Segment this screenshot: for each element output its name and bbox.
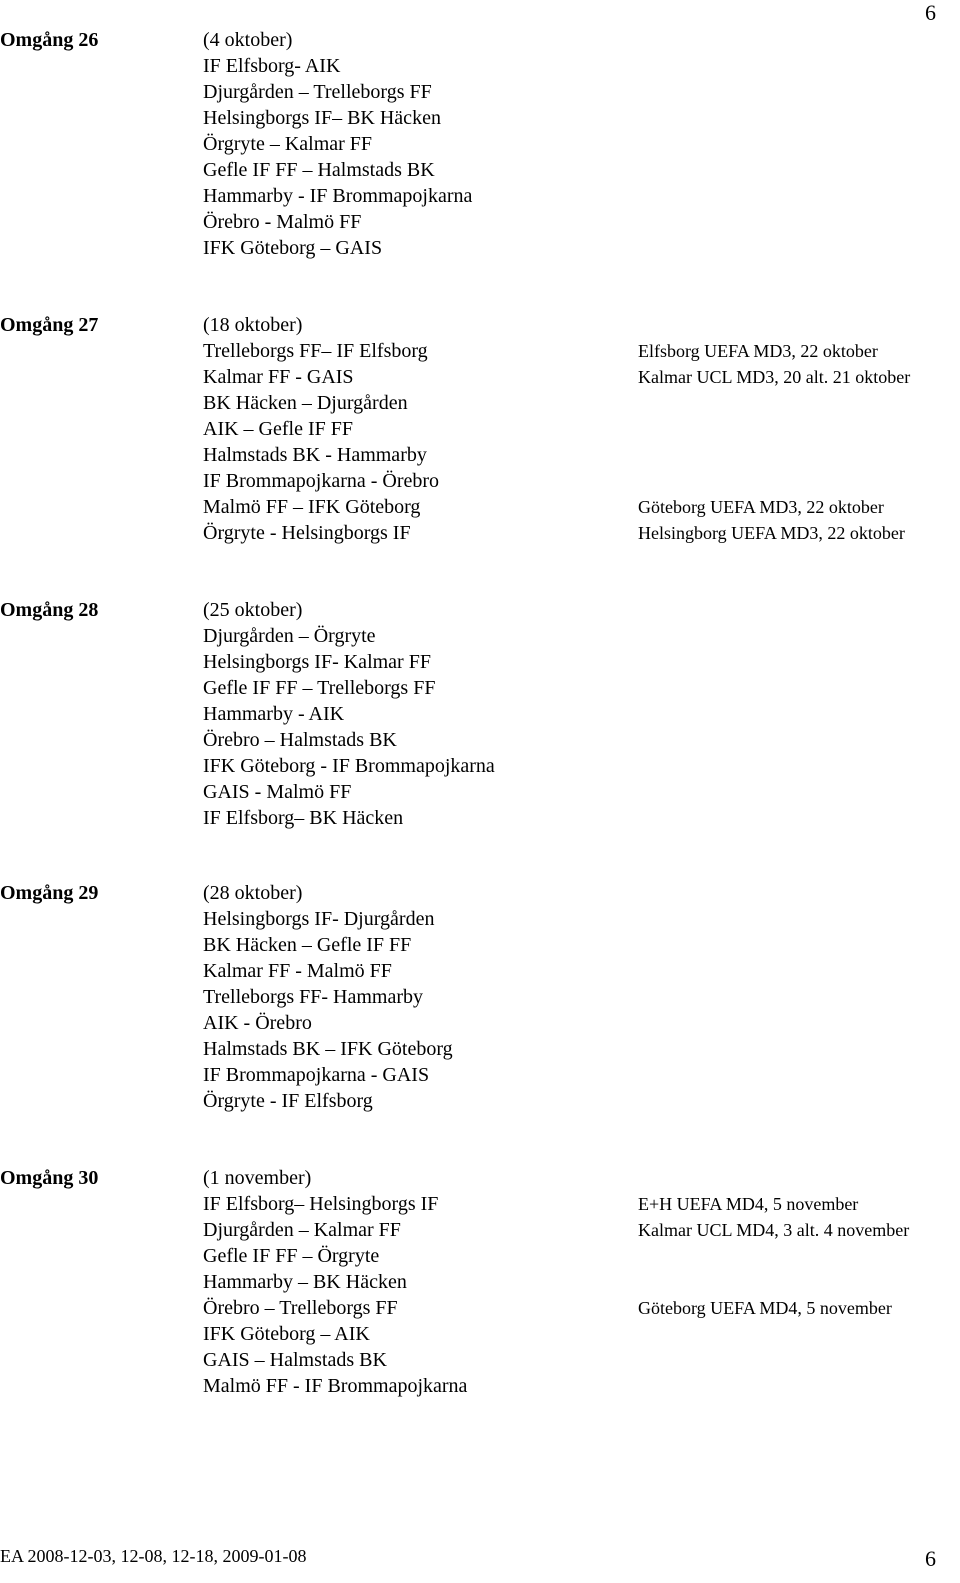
round-date: (18 oktober) [203, 314, 303, 336]
match-item: Malmö FF – IFK Göteborg [203, 496, 421, 518]
match-item: GAIS – Halmstads BK [203, 1349, 387, 1371]
round-label: Omgång 27 [0, 314, 99, 336]
match-item: Kalmar FF - Malmö FF [203, 960, 392, 982]
match-item: IFK Göteborg – GAIS [203, 237, 383, 259]
match-list [203, 338, 439, 546]
round-label: Omgång 26 [0, 29, 99, 51]
match-item: AIK – Gefle IF FF [203, 418, 353, 440]
match-item: Helsingborgs IF- Kalmar FF [203, 651, 431, 673]
match-item: Djurgården – Trelleborgs FF [203, 81, 432, 103]
note-item [638, 390, 910, 416]
match-item: IF Elfsborg– BK Häcken [203, 807, 404, 829]
note-list [638, 338, 910, 546]
match-list [203, 906, 453, 1114]
match-item: Örebro – Trelleborgs FF [203, 1297, 398, 1319]
match-item: Halmstads BK – IFK Göteborg [203, 1038, 453, 1060]
match-item: Hammarby – BK Häcken [203, 1271, 407, 1293]
match-item: Halmstads BK - Hammarby [203, 444, 427, 466]
match-item: Örebro - Malmö FF [203, 211, 362, 233]
match-item: Hammarby - AIK [203, 703, 345, 725]
match-item: Örgryte – Kalmar FF [203, 133, 373, 155]
note-list [638, 1191, 909, 1321]
match-item: IF Brommapojkarna - Örebro [203, 470, 440, 492]
match-item: Trelleborgs FF- Hammarby [203, 986, 423, 1008]
match-item: IFK Göteborg - IF Brommapojkarna [203, 755, 495, 777]
note-item: E+H UEFA MD4, 5 november [638, 1194, 859, 1214]
match-item: IF Brommapojkarna - GAIS [203, 1064, 430, 1086]
match-item: Gefle IF FF – Örgryte [203, 1245, 380, 1267]
page-number-bottom: 6 [925, 1546, 936, 1571]
match-item: Trelleborgs FF– IF Elfsborg [203, 340, 428, 362]
match-item: IF Elfsborg– Helsingborgs IF [203, 1193, 439, 1215]
round-label: Omgång 28 [0, 599, 99, 621]
note-item [638, 442, 910, 468]
note-item [638, 468, 910, 494]
note-item: Kalmar UCL MD4, 3 alt. 4 november [638, 1220, 910, 1240]
match-item: Örgryte - Helsingborgs IF [203, 522, 411, 544]
match-item: Örebro – Halmstads BK [203, 729, 397, 751]
note-item: Helsingborg UEFA MD3, 22 oktober [638, 523, 905, 543]
note-item [638, 1243, 909, 1269]
match-item: Helsingborgs IF- Djurgården [203, 908, 435, 930]
match-list [203, 1191, 467, 1399]
match-item: Gefle IF FF – Trelleborgs FF [203, 677, 436, 699]
match-item: Gefle IF FF – Halmstads BK [203, 159, 435, 181]
note-item [638, 1269, 909, 1295]
footer-edit-dates: EA 2008-12-03, 12-08, 12-18, 2009-01-08 [0, 1546, 307, 1566]
note-item: Elfsborg UEFA MD3, 22 oktober [638, 341, 878, 361]
page-number-top: 6 [925, 0, 936, 25]
match-item: Hammarby - IF Brommapojkarna [203, 185, 473, 207]
match-item: Helsingborgs IF– BK Häcken [203, 107, 441, 129]
round-label: Omgång 29 [0, 882, 99, 904]
note-item [638, 416, 910, 442]
match-item: AIK - Örebro [203, 1012, 312, 1034]
round-label: Omgång 30 [0, 1167, 99, 1189]
round-date: (28 oktober) [203, 882, 303, 904]
match-list [203, 623, 495, 831]
match-item: Djurgården – Örgryte [203, 625, 376, 647]
note-item: Göteborg UEFA MD4, 5 november [638, 1298, 892, 1318]
match-item: IF Elfsborg- AIK [203, 55, 341, 77]
round-date: (25 oktober) [203, 599, 303, 621]
match-item: BK Häcken – Gefle IF FF [203, 934, 412, 956]
match-item: GAIS - Malmö FF [203, 781, 352, 803]
match-item: Djurgården – Kalmar FF [203, 1219, 401, 1241]
round-date: (1 november) [203, 1167, 312, 1189]
match-list [203, 53, 472, 261]
match-item: Malmö FF - IF Brommapojkarna [203, 1375, 468, 1397]
match-item: BK Häcken – Djurgården [203, 392, 408, 414]
note-item: Göteborg UEFA MD3, 22 oktober [638, 497, 884, 517]
match-item: Örgryte - IF Elfsborg [203, 1090, 373, 1112]
match-item: Kalmar FF - GAIS [203, 366, 354, 388]
note-item: Kalmar UCL MD3, 20 alt. 21 oktober [638, 367, 911, 387]
match-item: IFK Göteborg – AIK [203, 1323, 370, 1345]
round-date: (4 oktober) [203, 29, 293, 51]
